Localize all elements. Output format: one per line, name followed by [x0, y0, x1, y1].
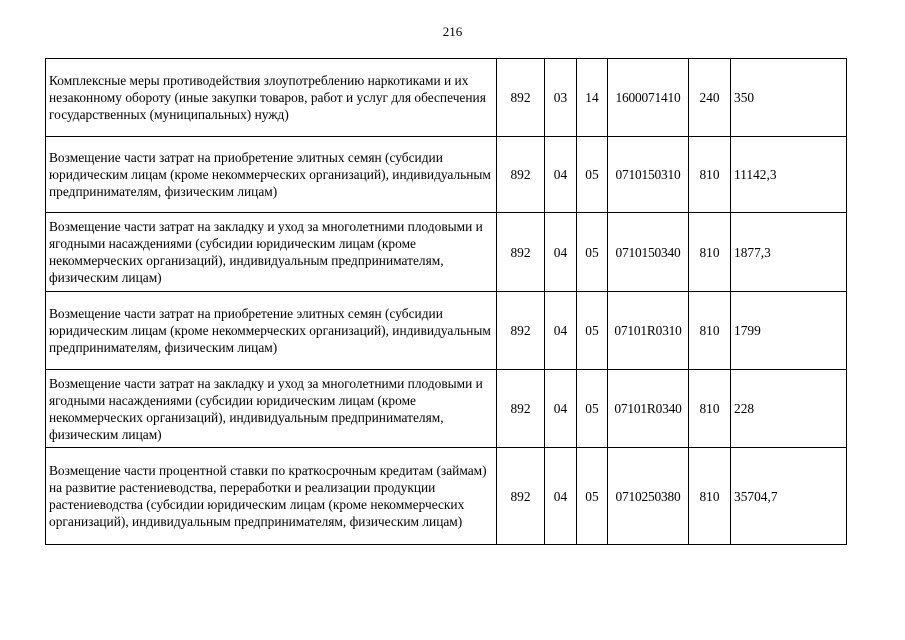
row-description: Возмещение части процентной ставки по краткосрочным кредитам (займам) на развитие растениеводства, переработки и реализации продукции растениеводства (субсидии юридическим лицам (кроме некоммерческих организаций), индивидуальным предпринимателям, физическим лицам) — [46, 448, 497, 545]
row-admin-code: 892 — [497, 59, 545, 137]
row-expense-type: 240 — [689, 59, 731, 137]
row-admin-code: 892 — [497, 292, 545, 370]
table-row — [46, 448, 847, 545]
row-target-article: 07101R0310 — [608, 292, 689, 370]
table-row — [46, 137, 847, 213]
table-row — [46, 370, 847, 448]
row-target-article: 0710150310 — [608, 137, 689, 213]
row-subsection: 05 — [577, 448, 608, 545]
row-expense-type: 810 — [689, 448, 731, 545]
row-description: Возмещение части затрат на закладку и уход за многолетними плодовыми и ягодными насаждениями (субсидии юридическим лицам (кроме некоммерческих организаций), индивидуальным предпринимателям, физическим лицам) — [46, 370, 497, 448]
row-section: 04 — [545, 137, 577, 213]
row-amount: 11142,3 — [731, 137, 847, 213]
row-expense-type: 810 — [689, 213, 731, 292]
row-admin-code: 892 — [497, 213, 545, 292]
row-amount: 1799 — [731, 292, 847, 370]
row-amount: 35704,7 — [731, 448, 847, 545]
row-expense-type: 810 — [689, 292, 731, 370]
row-section: 04 — [545, 448, 577, 545]
row-subsection: 05 — [577, 292, 608, 370]
row-subsection: 05 — [577, 370, 608, 448]
budget-table — [45, 58, 847, 545]
row-expense-type: 810 — [689, 137, 731, 213]
row-amount: 1877,3 — [731, 213, 847, 292]
row-admin-code: 892 — [497, 137, 545, 213]
row-section: 04 — [545, 213, 577, 292]
row-section: 04 — [545, 370, 577, 448]
row-description: Возмещение части затрат на закладку и уход за многолетними плодовыми и ягодными насаждениями (субсидии юридическим лицам (кроме некоммерческих организаций), индивидуальным предпринимателям, физическим лицам) — [46, 213, 497, 292]
row-description: Возмещение части затрат на приобретение элитных семян (субсидии юридическим лицам (кроме некоммерческих организаций), индивидуальным предпринимателям, физическим лицам) — [46, 137, 497, 213]
row-description: Комплексные меры противодействия злоупотреблению наркотиками и их незаконному обороту (иные закупки товаров, работ и услуг для обеспечения государственных (муниципальных) нужд) — [46, 59, 497, 137]
row-target-article: 0710250380 — [608, 448, 689, 545]
row-expense-type: 810 — [689, 370, 731, 448]
table-row — [46, 59, 847, 137]
row-section: 04 — [545, 292, 577, 370]
row-admin-code: 892 — [497, 370, 545, 448]
row-amount: 228 — [731, 370, 847, 448]
row-section: 03 — [545, 59, 577, 137]
row-subsection: 05 — [577, 213, 608, 292]
row-amount: 350 — [731, 59, 847, 137]
page-number: 216 — [442, 24, 463, 39]
row-admin-code: 892 — [497, 448, 545, 545]
table-row — [46, 292, 847, 370]
row-subsection: 05 — [577, 137, 608, 213]
table-row — [46, 213, 847, 292]
row-description: Возмещение части затрат на приобретение элитных семян (субсидии юридическим лицам (кроме некоммерческих организаций), индивидуальным предпринимателям, физическим лицам) — [46, 292, 497, 370]
row-target-article: 0710150340 — [608, 213, 689, 292]
row-target-article: 07101R0340 — [608, 370, 689, 448]
row-subsection: 14 — [577, 59, 608, 137]
row-target-article: 1600071410 — [608, 59, 689, 137]
